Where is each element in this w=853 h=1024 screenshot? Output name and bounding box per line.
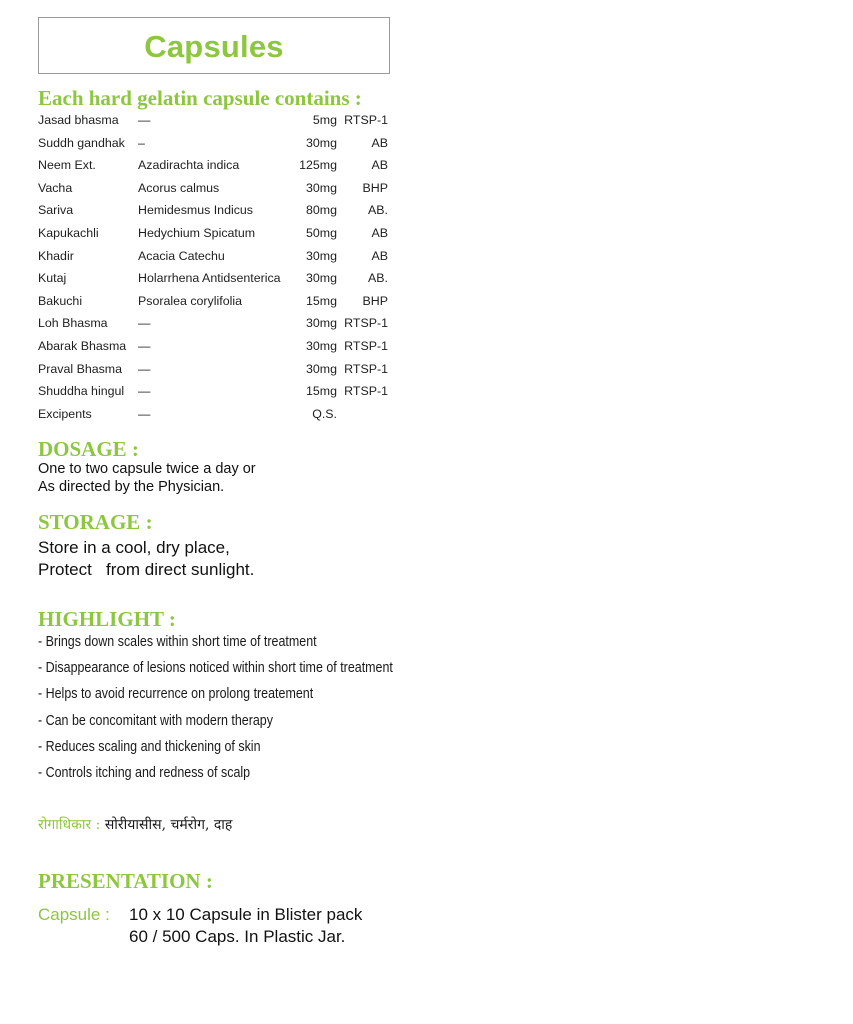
ingredient-name: Neem Ext. bbox=[38, 158, 96, 173]
composition-heading: Each hard gelatin capsule contains : bbox=[38, 86, 362, 110]
presentation-block bbox=[38, 904, 362, 948]
ingredient-latin: Acorus calmus bbox=[138, 180, 220, 195]
ingredient-qty: 5mg bbox=[312, 113, 337, 127]
ingredient-latin: — bbox=[138, 338, 151, 353]
ingredient-row bbox=[38, 113, 390, 136]
presentation-label: Capsule : bbox=[38, 905, 110, 924]
ingredient-row bbox=[38, 407, 390, 430]
ingredient-ref: AB bbox=[371, 158, 388, 173]
ingredient-name: Sariva bbox=[38, 203, 74, 218]
ingredient-qty: 30mg bbox=[306, 271, 337, 286]
ingredient-row bbox=[38, 384, 390, 407]
ingredient-latin: Azadirachta indica bbox=[138, 158, 240, 173]
storage-line: Protect from direct sunlight. bbox=[38, 560, 255, 579]
ingredient-ref: RTSP-1 bbox=[344, 316, 388, 331]
ingredient-ref: AB bbox=[371, 135, 388, 150]
ingredient-name: Kapukachli bbox=[38, 225, 99, 240]
ingredient-row bbox=[38, 136, 390, 159]
storage-heading: STORAGE : bbox=[38, 510, 153, 534]
highlight-item: - Disappearance of lesions noticed within short time of treatment bbox=[38, 660, 393, 677]
ingredient-name: Kutaj bbox=[38, 271, 67, 286]
ingredient-ref: RTSP-1 bbox=[344, 113, 388, 127]
ingredient-name: Loh Bhasma bbox=[38, 316, 108, 331]
dosage-heading: DOSAGE : bbox=[38, 437, 139, 461]
ingredient-row bbox=[38, 203, 390, 226]
dosage-line: One to two capsule twice a day or bbox=[38, 461, 256, 477]
indication-label: रोगाधिकार : bbox=[38, 817, 105, 833]
highlight-item: - Helps to avoid recurrence on prolong treatement bbox=[38, 686, 314, 703]
ingredient-qty: 30mg bbox=[306, 361, 337, 376]
ingredient-row bbox=[38, 249, 390, 272]
ingredient-name: Excipents bbox=[38, 406, 92, 421]
ingredient-latin: — bbox=[138, 384, 151, 399]
ingredient-name: Abarak Bhasma bbox=[38, 338, 127, 353]
title-box bbox=[38, 17, 390, 74]
ingredient-ref: BHP bbox=[362, 293, 388, 308]
page-title: Capsules bbox=[144, 28, 284, 64]
ingredient-row bbox=[38, 339, 390, 362]
highlight-item: - Can be concomitant with modern therapy bbox=[38, 712, 273, 729]
ingredient-ref: RTSP-1 bbox=[344, 384, 388, 399]
ingredient-qty: 50mg bbox=[306, 225, 337, 240]
highlight-list bbox=[38, 633, 451, 790]
ingredient-qty: 30mg bbox=[306, 316, 337, 331]
ingredients-table bbox=[38, 113, 390, 429]
ingredient-row bbox=[38, 316, 390, 339]
highlight-heading: HIGHLIGHT : bbox=[38, 607, 176, 631]
ingredient-latin: — bbox=[138, 113, 151, 127]
ingredient-name: Bakuchi bbox=[38, 293, 83, 308]
ingredient-row bbox=[38, 271, 390, 294]
ingredient-ref: AB bbox=[371, 248, 388, 263]
ingredient-ref: AB. bbox=[368, 271, 388, 286]
ingredient-name: Khadir bbox=[38, 248, 74, 263]
indication-value: सोरीयासीस, चर्मरोग, दाह bbox=[104, 817, 233, 833]
dosage-line: As directed by the Physician. bbox=[38, 479, 225, 495]
ingredient-ref: RTSP-1 bbox=[344, 361, 388, 376]
ingredient-qty: 15mg bbox=[306, 293, 337, 308]
ingredient-latin: — bbox=[138, 406, 151, 421]
ingredient-qty: 15mg bbox=[306, 384, 337, 399]
ingredient-name: Vacha bbox=[38, 180, 73, 195]
ingredient-row bbox=[38, 362, 390, 385]
ingredient-row bbox=[38, 294, 390, 317]
ingredient-latin: Hedychium Spicatum bbox=[138, 225, 256, 240]
highlight-item: - Brings down scales within short time of treatment bbox=[38, 634, 317, 650]
storage-line: Store in a cool, dry place, bbox=[38, 538, 230, 557]
ingredient-qty: 80mg bbox=[306, 203, 337, 218]
ingredient-latin: Hemidesmus Indicus bbox=[138, 203, 254, 218]
ingredient-name: Suddh gandhak bbox=[38, 135, 125, 150]
highlight-item: - Reduces scaling and thickening of skin bbox=[38, 738, 261, 755]
ingredient-ref: BHP bbox=[362, 180, 388, 195]
ingredient-row bbox=[38, 158, 390, 181]
ingredient-name: Jasad bhasma bbox=[38, 113, 119, 127]
ingredient-row bbox=[38, 181, 390, 204]
ingredient-latin: — bbox=[138, 361, 151, 376]
ingredient-latin: – bbox=[138, 135, 145, 150]
indication bbox=[38, 815, 232, 834]
ingredient-latin: Acacia Catechu bbox=[138, 248, 225, 263]
presentation-line: 10 x 10 Capsule in Blister pack bbox=[129, 905, 363, 924]
highlight-item: - Controls itching and redness of scalp bbox=[38, 764, 251, 781]
ingredient-qty: 30mg bbox=[306, 338, 337, 353]
presentation-heading: PRESENTATION : bbox=[38, 869, 213, 893]
ingredient-name: Praval Bhasma bbox=[38, 361, 123, 376]
dosage-text bbox=[38, 460, 256, 496]
ingredient-ref: RTSP-1 bbox=[344, 338, 388, 353]
ingredient-name: Shuddha hingul bbox=[38, 384, 125, 399]
presentation-line: 60 / 500 Caps. In Plastic Jar. bbox=[129, 927, 346, 946]
ingredient-qty: 30mg bbox=[306, 248, 337, 263]
ingredient-latin: Holarrhena Antidsenterica bbox=[138, 271, 281, 286]
ingredient-qty: Q.S. bbox=[312, 406, 337, 421]
ingredient-latin: Psoralea corylifolia bbox=[138, 293, 242, 308]
ingredient-qty: 30mg bbox=[306, 180, 337, 195]
ingredient-qty: 30mg bbox=[306, 135, 337, 150]
ingredient-qty: 125mg bbox=[299, 158, 337, 173]
ingredient-ref: AB bbox=[371, 225, 388, 240]
ingredient-ref: AB. bbox=[368, 203, 388, 218]
ingredient-row bbox=[38, 226, 390, 249]
storage-text bbox=[38, 537, 254, 581]
ingredient-latin: — bbox=[138, 316, 151, 331]
